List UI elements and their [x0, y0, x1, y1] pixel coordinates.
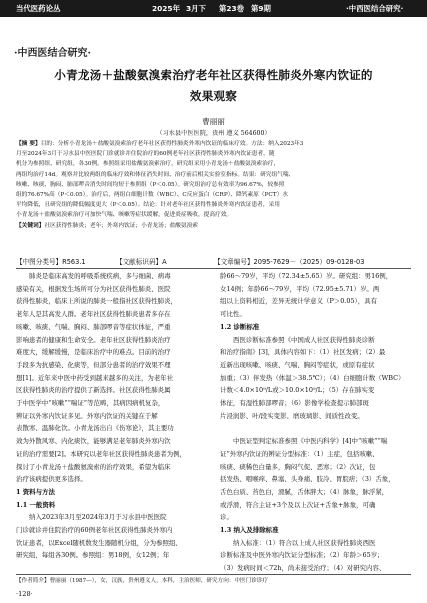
abstract — [16, 139, 411, 231]
section-heading: 1.2 诊断标准 — [220, 322, 260, 331]
body-line: 想[1]。近年来中医中药受到越来越多的关注，为老年社 — [16, 373, 174, 382]
body-line: 研究组，每组各30例。参照组：男18例，女12例；年 — [16, 551, 170, 560]
article-title-line-1: 小青龙汤＋盐酸氨溴索治疗老年社区获得性肺炎外寒内饮证的 — [54, 68, 373, 82]
section-heading: 1.1 一般资料 — [16, 500, 56, 509]
header-month: 3月下 — [186, 4, 206, 13]
body-line — [220, 422, 411, 435]
body-line: 效为外散风寒、内化痰饮，能够满足老年肺炎外寒内饮 — [16, 437, 171, 446]
body-line: 括发热、咽喉痒、鼻塞、头身痛、肢冷、胃脘痞；（3）舌象， — [220, 475, 395, 484]
body-line: 纳入标准：（1）符合以上成人社区获得性肺炎西医 — [233, 538, 376, 547]
body-line: 或浮滑，符合主证+3个及以上次证+舌象+脉象，可确 — [220, 500, 376, 509]
body-line: 表散寒、温肺化饮。小青龙汤出自《伤寒论》，其主要功 — [16, 424, 174, 433]
body-line: 手段多为抗感染、化痰等，但部分患者的治疗效果不理 — [16, 360, 171, 369]
body-line: 诊断标准及中医外寒内饮证分型标准；（2）年龄＞65岁； — [220, 551, 384, 560]
body-line: 影响患者的健康和生命安全。老年社区获得性肺炎治疗 — [16, 335, 171, 344]
right-column — [220, 270, 411, 575]
body-line: 探讨了小青龙汤＋盐酸氨溴索的治疗效果，希望为临床 — [16, 462, 171, 471]
body-line: 和治疗指南》[3]，具体内容如下：（1）社区发病；（2）最 — [220, 348, 386, 357]
body-line: （3）发病时间＜72h，尚未接受治疗；（4）对研究内容、 — [220, 564, 386, 573]
keywords-label: 【关键词】 — [16, 222, 45, 229]
header-issue: 第9期 — [251, 4, 271, 13]
body-line: 计数＜4.0×10⁹/L或＞10.0×10⁹/L；（5）存在肺实变 — [220, 386, 375, 395]
abstract-line: 机分为参照组、研究组，各30例。参照组采用盐酸氨溴索治疗，研究组采用小青龙汤＋盐酸氨溴索治疗， — [16, 161, 280, 168]
body-line: 纳入2023年3月至2024年3月于习水县中医医院 — [29, 513, 167, 522]
body-line: 于中医学中“咳嗽”“喘证”等范畴，其病因病机复杂， — [16, 399, 165, 408]
body-line: 可比性。 — [220, 310, 246, 319]
body-line: 肺炎是临床高发的呼吸系统疾病，多与细菌、病毒 — [29, 272, 171, 280]
abstract-line: 咳嗽、咳痰、胸闷、肺部啰音消失时间均短于参照组（P＜0.05）。研究组治疗总有效率为96.67%，较参照 — [16, 181, 285, 188]
body-line: 近新出现咳嗽、咳痰、气喘、胸闷等症状，或原有症状 — [220, 360, 375, 369]
document-code: 【文献标识码】A — [116, 258, 167, 266]
abstract-line: 组的76.67%高（P＜0.05）。治疗后，两组白细胞计数（WBC）、C反应蛋白（CRP）、降钙素原（PCT）水 — [16, 192, 288, 199]
body-line: 饮证患者，以Excel随机数发生器随机分组，分为参照组、 — [16, 538, 182, 547]
body-line: 体征，有湿性肺部啰音；（6）影像学检查提示肺部斑 — [220, 399, 369, 408]
body-line: 难度大，缓解缓慢，是临床治疗中的难点。目前的治疗 — [16, 348, 171, 357]
body-line: 加重；（3）伴发热（体温＞38.5℃）；（4）白细胞计数（WBC） — [220, 373, 405, 382]
article-title-line-2: 效果观察 — [189, 89, 238, 103]
body-line: 区获得性肺炎的治疗提供了新选择。社区获得性肺炎属 — [16, 386, 171, 395]
divider — [16, 268, 411, 269]
footnote-divider — [16, 574, 411, 575]
author-bio-footnote: 【作者简介】曹丽丽（1987—），女，汉族，贵州遵义人，本科，主治医师，研究方向：中医门诊诊疗 — [16, 578, 268, 584]
abstract-line: 两组均治疗14d。观察并比较两组的临床疗效和体征消失时间、治疗前后相关实验室指标。结果：研究组气喘、 — [16, 171, 295, 178]
body-line: 证的治疗需要[2]。本研究以老年社区获得性肺炎患者为例， — [16, 449, 187, 458]
body-line: 咳嗽、咳痰、气喘、胸闷、肺部啰音等症状体征，严重 — [16, 322, 171, 331]
body-line: 女14例；年龄66～79岁，平均（72.95±5.71）岁。两 — [220, 284, 380, 293]
abstract-line: 小青龙汤＋盐酸氨溴索治疗可加快气喘、咳嗽等症状缓解，促进炎症吸收，提高疗效。 — [16, 212, 233, 219]
body-line: 龄66～79岁，平均（72.34±5.65）岁。研究组：男16例， — [220, 272, 393, 280]
body-line: 片浸润影、叶/段实变影、磨玻璃影、间质性改变。 — [220, 411, 364, 420]
page-number: ·128· — [16, 590, 33, 598]
abstract-line: 【摘 要】目的：分析小青龙汤＋盐酸氨溴索治疗老年社区获得性肺炎外寒内饮证的临床疗效。方法：纳入2023年3 — [16, 141, 304, 147]
body-line: 获得性肺炎，临床上所说的肺炎一般指社区获得性肺炎， — [16, 297, 177, 306]
body-line: 诊。 — [220, 513, 233, 522]
header-year: 2025年 — [152, 4, 180, 13]
body-line: 感染有关，根据发生场所可分为社区获得性肺炎、医院 — [16, 284, 171, 293]
journal-name: 当代医药论丛 — [16, 4, 61, 13]
left-column — [16, 270, 206, 562]
body-line: 门诊就诊并住院治疗的60例老年社区获得性肺炎外寒内 — [16, 526, 173, 535]
body-line: 治疗该病提供更多选择。 — [16, 475, 87, 484]
article-id: 【文章编号】2095-7629－（2025）09-0128-03 — [214, 258, 365, 266]
body-line: 组以上资料相近，差异无统计学意义（P＞0.05），具有 — [220, 297, 378, 306]
body-line: 舌色白质、苔色白，滑腻，舌体胖大；（4）脉象，脉浮紧， — [220, 487, 389, 496]
section-title: ·中西医结合研究· — [14, 48, 91, 59]
body-line: 老年人是其高发人群。老年社区获得性肺炎患者多存在 — [16, 310, 171, 319]
keywords-text: 社区获得性肺炎；老年；外寒内饮证；小青龙汤；盐酸氨溴索 — [44, 222, 198, 229]
clc-number: 【中图分类号】R563.1 — [16, 258, 86, 266]
affiliation: （习水县中医医院，贵州 遵义 564600） — [156, 130, 271, 137]
body-line: 中医证型判定标准参照《中医内科学》[4]中“咳嗽”“喘 — [233, 437, 388, 446]
section-heading: 1 资料与方法 — [16, 487, 55, 496]
body-line: 咳痰、痰稀色白量多，胸闷气促、恶寒；（2）次证，包 — [220, 462, 376, 471]
body-line: 西医诊断标准参照《中国成人社区获得性肺炎诊断 — [233, 335, 375, 344]
abstract-line: 平均降低，且研究组的降低幅度更大（P＜0.05）。结论：针对老年社区获得性肺炎外寒内饮证患者，采用 — [16, 202, 280, 209]
header-column: ·中西医结合研究· — [346, 4, 404, 13]
section-heading: 1.3 纳入及排除标准 — [220, 526, 279, 535]
header-volume: 第23卷 — [219, 4, 245, 13]
author: 曹丽丽 — [202, 117, 225, 126]
abstract-label: 【摘 要】 — [16, 141, 41, 147]
body-line: 辨证以外寒内饮证多见。外寒内饮证的关键在于解 — [16, 411, 158, 420]
abstract-line: 月至2024年3月于习水县中医医院门诊就诊并住院治疗的60例老年社区获得性肺炎外寒内饮证患者，随 — [16, 151, 275, 158]
keywords — [16, 221, 411, 231]
body-line: 证”外寒内饮证的辨证分型标准：（1）主症，包括咳嗽、 — [220, 449, 379, 458]
